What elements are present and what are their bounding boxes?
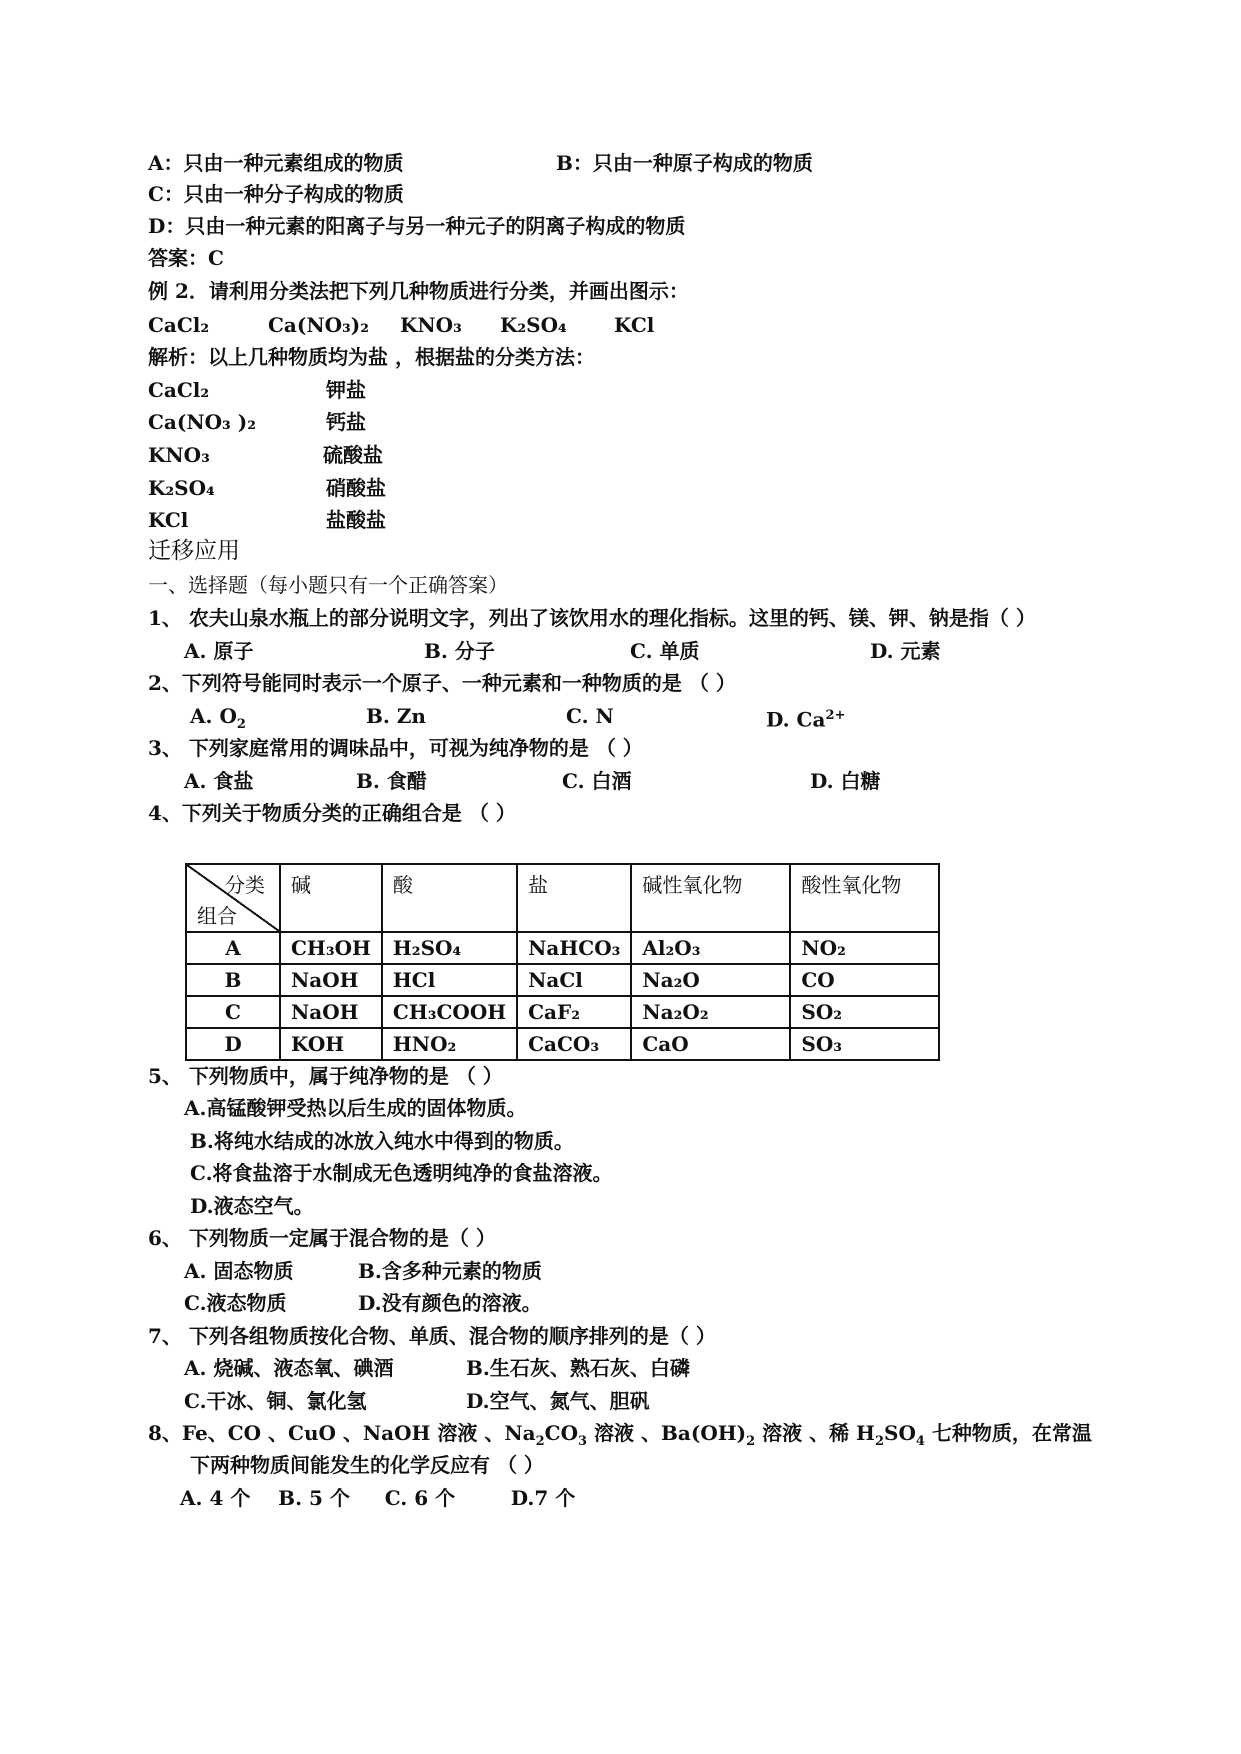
table-cell: SO₃	[790, 1028, 939, 1060]
q2-option-d: D. $Ca^{2+}$	[766, 707, 846, 732]
header-cell: 酸	[382, 864, 517, 932]
q3-option-c: C. 白酒	[562, 769, 632, 793]
table-cell: H₂SO₄	[382, 932, 517, 964]
salt-formula: KNO₃	[148, 443, 210, 467]
salt-formula: CaCl₂	[148, 378, 210, 402]
q3-option-a: A. 食盐	[184, 769, 254, 793]
question-2: 2、下列符号能同时表示一个原子、一种元素和一种物质的是 （ ）	[148, 671, 736, 695]
q5-option-d: D.液态空气。	[190, 1194, 314, 1218]
header-cell: 碱	[280, 864, 382, 932]
q6-option-d: D.没有颜色的溶液。	[358, 1291, 542, 1315]
q8-options: A. 4 个 B. 5 个 C. 6 个 D.7 个	[180, 1486, 576, 1510]
q2-option-c: C. N	[566, 704, 614, 728]
table-corner-cell	[186, 864, 280, 932]
table-row	[186, 932, 939, 964]
example-compound: Ca(NO₃)₂	[268, 313, 370, 337]
section-instructions: 一、选择题（每小题只有一个正确答案）	[148, 573, 508, 597]
header-cell: 盐	[517, 864, 631, 932]
salt-type: 钾盐	[326, 378, 366, 402]
table-cell: CaO	[631, 1028, 790, 1060]
table-cell: NaCl	[517, 964, 631, 996]
question-6: 6、 下列物质一定属于混合物的是（ ）	[148, 1226, 496, 1250]
option-c-line: C：只由一种分子构成的物质	[148, 182, 404, 206]
example-compound: CaCl₂	[148, 313, 210, 337]
q7-option-c: C.干冰、铜、氯化氢	[184, 1389, 367, 1413]
header-cell: 酸性氧化物	[790, 864, 939, 932]
example-compound: K₂SO₄	[500, 313, 567, 337]
row-label-cell: C	[186, 996, 280, 1028]
table-header-row	[186, 864, 939, 932]
corner-bottom-label: 组合	[197, 904, 237, 928]
q5-option-c: C.将食盐溶于水制成无色透明纯净的食盐溶液。	[190, 1161, 613, 1185]
table-cell: Na₂O	[631, 964, 790, 996]
option-d-line: D：只由一种元素的阳离子与另一种元子的阴离子构成的物质	[148, 214, 686, 238]
header-cell: 碱性氧化物	[631, 864, 790, 932]
table-row	[186, 964, 939, 996]
table-cell: Na₂O₂	[631, 996, 790, 1028]
table-cell: SO₂	[790, 996, 939, 1028]
table-row	[186, 1028, 939, 1060]
q2-option-b: B. Zn	[366, 704, 426, 728]
table-cell: HCl	[382, 964, 517, 996]
salt-formula: KCl	[148, 508, 189, 532]
table-row	[186, 996, 939, 1028]
q3-option-d: D. 白糖	[810, 769, 881, 793]
question-8-continued: 下两种物质间能发生的化学反应有 （ ）	[190, 1453, 544, 1477]
question-8: 8、Fe、CO 、CuO 、NaOH 溶液 、$Na_2CO_3$ 溶液 、$Ba(OH)_2$ 溶液 、稀 $H_2SO_4$ 七种物质，在常温	[148, 1421, 1092, 1449]
table-cell: CH₃OH	[280, 932, 382, 964]
table-cell: CH₃COOH	[382, 996, 517, 1028]
q2-option-a: A. $O_2$	[190, 704, 246, 732]
salt-type: 钙盐	[326, 410, 366, 434]
q1-option-c: C. 单质	[630, 639, 700, 663]
q7-option-a: A. 烧碱、液态氧、碘酒	[184, 1356, 394, 1380]
q6-option-a: A. 固态物质	[184, 1259, 294, 1283]
row-label-cell: B	[186, 964, 280, 996]
salt-formula: Ca(NO₃ )₂	[148, 410, 256, 434]
q5-option-b: B.将纯水结成的冰放入纯水中得到的物质。	[190, 1129, 574, 1153]
example-compound: KNO₃	[400, 313, 462, 337]
corner-top-label: 分类	[225, 873, 265, 897]
question-3: 3、 下列家庭常用的调味品中，可视为纯净物的是 （ ）	[148, 736, 643, 760]
salt-formula: K₂SO₄	[148, 476, 215, 500]
q1-option-a: A. 原子	[184, 639, 254, 663]
row-label-cell: A	[186, 932, 280, 964]
salt-type: 盐酸盐	[326, 508, 386, 532]
option-a-line: A：只由一种元素组成的物质	[148, 151, 404, 175]
table-cell: CaCO₃	[517, 1028, 631, 1060]
table-cell: CO	[790, 964, 939, 996]
salt-type: 硫酸盐	[323, 443, 383, 467]
q7-option-d: D.空气、氮气、胆矾	[466, 1389, 650, 1413]
q1-option-b: B. 分子	[424, 639, 495, 663]
q1-option-d: D. 元素	[870, 639, 941, 663]
table-cell: KOH	[280, 1028, 382, 1060]
example-compound: KCl	[614, 313, 655, 337]
analysis-line: 解析：以上几种物质均为盐 ，根据盐的分类方法：	[148, 345, 595, 369]
table-cell: NaOH	[280, 996, 382, 1028]
q6-option-c: C.液态物质	[184, 1291, 287, 1315]
question-4: 4、下列关于物质分类的正确组合是 （ ）	[148, 801, 516, 825]
example-2-prompt: 例 2．请利用分类法把下列几种物质进行分类，并画出图示：	[148, 279, 689, 303]
q6-option-b: B.含多种元素的物质	[358, 1259, 542, 1283]
salt-type: 硝酸盐	[326, 476, 386, 500]
q3-option-b: B. 食醋	[356, 769, 427, 793]
table-cell: HNO₂	[382, 1028, 517, 1060]
row-label-cell: D	[186, 1028, 280, 1060]
question-7: 7、 下列各组物质按化合物、单质、混合物的顺序排列的是（ ）	[148, 1324, 716, 1348]
question-5: 5、 下列物质中，属于纯净物的是 （ ）	[148, 1064, 503, 1088]
answer-line: 答案：C	[148, 246, 224, 270]
q5-option-a: A.高锰酸钾受热以后生成的固体物质。	[184, 1096, 527, 1120]
classification-table	[185, 863, 940, 1061]
table-cell: NaHCO₃	[517, 932, 631, 964]
table-cell: NO₂	[790, 932, 939, 964]
table-cell: Al₂O₃	[631, 932, 790, 964]
section-heading: 迁移应用	[148, 538, 240, 564]
option-b-line: B：只由一种原子构成的物质	[556, 151, 813, 175]
table-cell: CaF₂	[517, 996, 631, 1028]
table-cell: NaOH	[280, 964, 382, 996]
q7-option-b: B.生石灰、熟石灰、白磷	[466, 1356, 690, 1380]
question-1: 1、 农夫山泉水瓶上的部分说明文字，列出了该饮用水的理化指标。这里的钙、镁、钾、钠是指（ ）	[148, 606, 1036, 630]
